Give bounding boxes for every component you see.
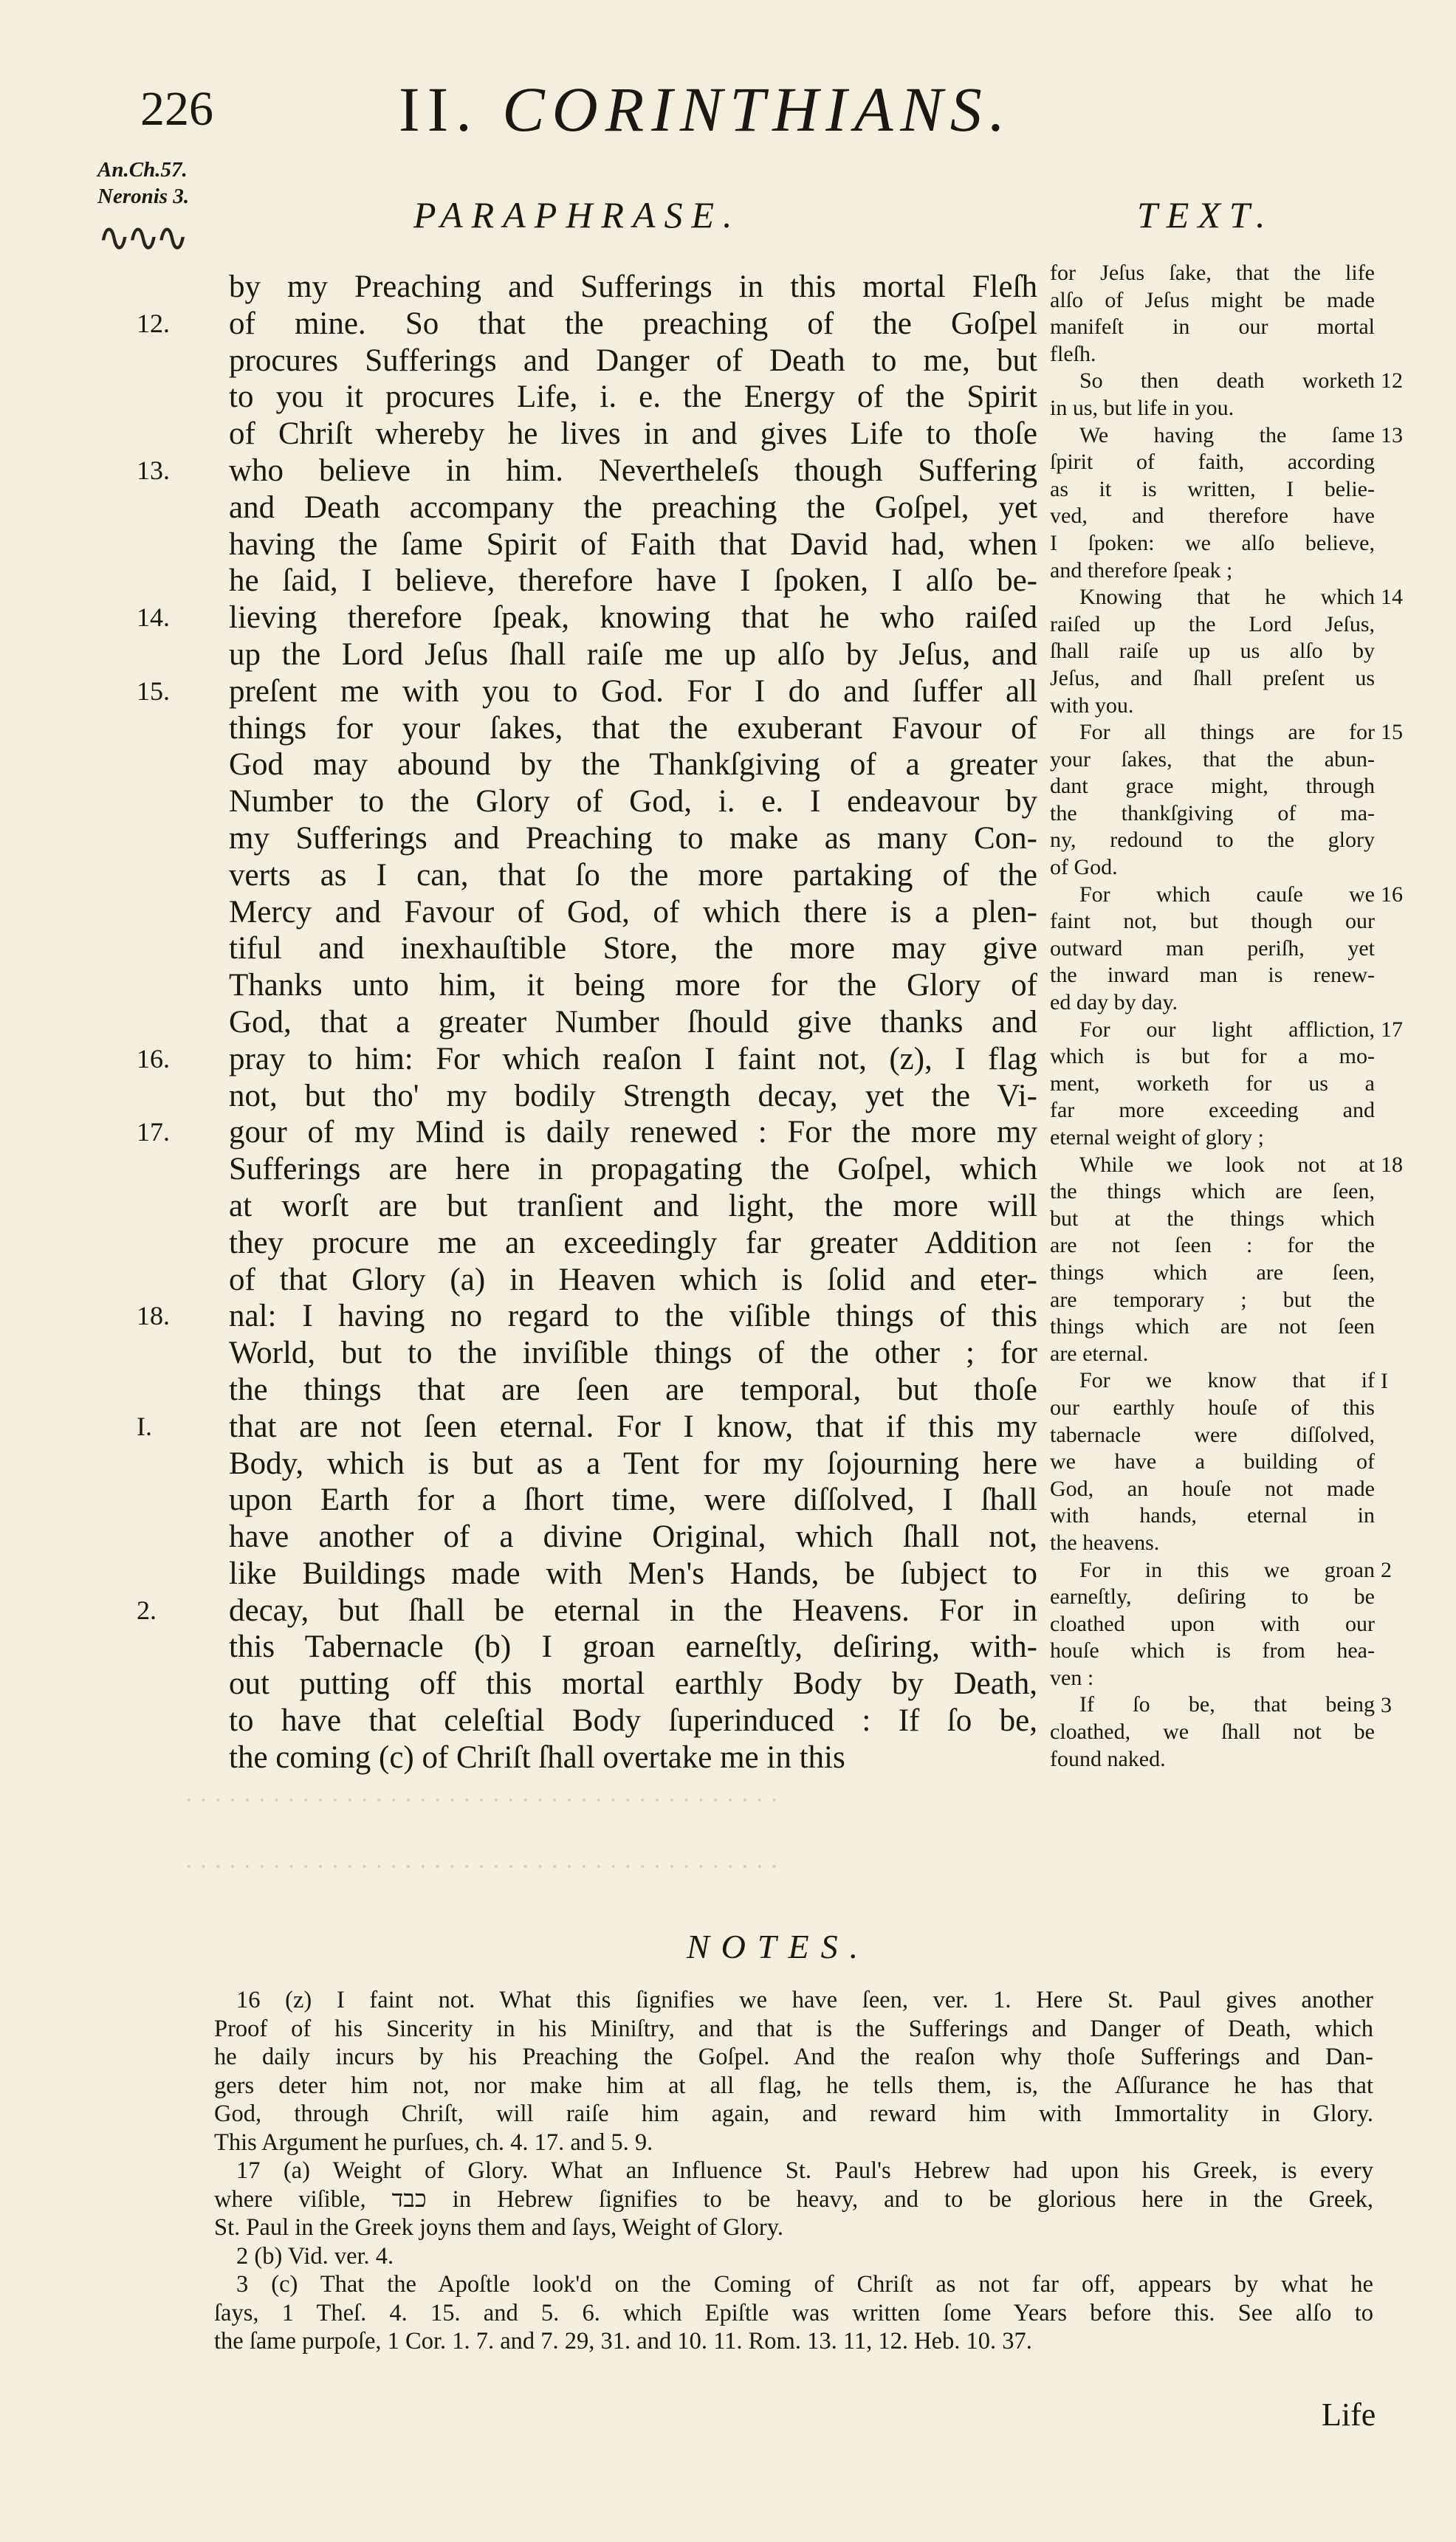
text-line: the heavens. (1050, 1530, 1160, 1555)
text-line: For in this we groan (1079, 1557, 1375, 1582)
paraphrase-line: Number to the Glory of God, i. e. I endeavour by (229, 784, 1037, 820)
text-line: but at the things which (1050, 1206, 1375, 1231)
text-line: manifeſt in our mortal (1050, 315, 1375, 340)
text-verse-number: 2 (1381, 1557, 1392, 1582)
text-verse-number: 18 (1381, 1152, 1403, 1177)
ornament-icon: ∿∿∿ (97, 216, 185, 260)
text-line: things which are not ſeen (1050, 1314, 1375, 1339)
paraphrase-line: Thanks unto him, it being more for the Glory of (229, 968, 1037, 1003)
text-line: ſpirit of faith, according (1050, 450, 1375, 475)
text-line: cloathed, we ſhall not be (1050, 1720, 1375, 1745)
text-line: cloathed upon with our (1050, 1611, 1375, 1636)
text-line: are temporary ; but the (1050, 1287, 1375, 1312)
paraphrase-line: of mine. So that the preaching of the Goſpel (229, 306, 1037, 341)
paraphrase-line: have another of a divine Original, which ſhall not, (229, 1519, 1037, 1555)
text-line: ved, and therefore have (1050, 504, 1375, 529)
text-line: So then death worketh (1079, 368, 1375, 394)
margin-verse-number: 2. (137, 1595, 157, 1625)
text-line: For our light affliction, (1079, 1017, 1375, 1042)
text-line: are eternal. (1050, 1341, 1149, 1366)
text-line: the inward man is renew- (1050, 963, 1375, 988)
text-line: your ſakes, that the abun- (1050, 746, 1375, 772)
paraphrase-line: lieving therefore ſpeak, knowing that he who raiſed (229, 600, 1037, 636)
text-line: fleſh. (1050, 341, 1096, 366)
text-line: We having the ſame (1079, 422, 1375, 447)
text-line: earneſtly, deſiring to be (1050, 1584, 1375, 1610)
paraphrase-line: out putting off this mortal earthly Body by Death, (229, 1666, 1037, 1702)
paraphrase-line: decay, but ſhall be eternal in the Heavens. For in (229, 1593, 1037, 1628)
paraphrase-line: that are not ſeen eternal. For I know, that if this my (229, 1409, 1037, 1444)
text-line: found naked. (1050, 1746, 1166, 1771)
text-line: Knowing that he which (1079, 585, 1375, 610)
page-number: 226 (140, 82, 213, 136)
paraphrase-line: God may abound by the Thankſgiving of a greater (229, 747, 1037, 783)
text-line: God, an houſe not made (1050, 1476, 1375, 1501)
margin-verse-number: 17. (137, 1117, 170, 1147)
text-line: ny, redound to the glory (1050, 828, 1375, 853)
text-line: For all things are for (1079, 720, 1375, 745)
paraphrase-line: up the Lord Jeſus ſhall raiſe me up alſo by Jeſus, and (229, 636, 1037, 672)
note-line: God, through Chriſt, will raiſe him again, and reward him with Immortality in Glory. (214, 2100, 1373, 2127)
paraphrase-line: at worſt are but tranſient and light, the more will (229, 1188, 1037, 1223)
paraphrase-line: like Buildings made with Men's Hands, be ſubject to (229, 1556, 1037, 1591)
paraphrase-line: not, but tho' my bodily Strength decay, yet the Vi- (229, 1078, 1037, 1113)
paraphrase-line: the coming (c) of Chriſt ſhall overtake me in this (229, 1739, 845, 1775)
paraphrase-line: World, but to the inviſible things of the other ; for (229, 1336, 1037, 1371)
text-verse-number: 17 (1381, 1017, 1403, 1042)
note-line: 16 (z) I faint not. What this ſignifies we have ſeen, ver. 1. Here St. Paul gives another (236, 1987, 1373, 2013)
text-line: ſhall raiſe up us alſo by (1050, 639, 1375, 664)
text-verse-number: 15 (1381, 720, 1403, 745)
text-line: the thankſgiving of ma- (1050, 800, 1375, 825)
text-line: as it is written, I belie- (1050, 476, 1375, 501)
paraphrase-line: he ſaid, I believe, therefore have I ſpoken, I alſo be- (229, 563, 1037, 599)
paraphrase-line: tiful and inexhauſtible Store, the more may give (229, 931, 1037, 966)
text-line: While we look not at (1079, 1152, 1375, 1177)
paraphrase-line: of that Glory (a) in Heaven which is ſolid and eter- (229, 1262, 1037, 1297)
running-title-prefix: II. (399, 74, 479, 145)
margin-verse-number: 12. (137, 308, 170, 338)
note-line: ſays, 1 Theſ. 4. 15. and 5. 6. which Epiſtle was written ſome Years before this. See alſo to (214, 2299, 1373, 2326)
paraphrase-line: to you it procures Life, i. e. the Energy of the Spirit (229, 379, 1037, 415)
paraphrase-line: and Death accompany the preaching the Goſpel, yet (229, 489, 1037, 525)
show-through-text: · · · · · · · · · · · · · · · · · · · · · · · · · · · · · · · · · · · · · · · · · (185, 1853, 779, 1880)
margin-verse-number: 18. (137, 1301, 170, 1331)
text-verse-number: 12 (1381, 368, 1403, 394)
margin-verse-number: 16. (137, 1043, 170, 1074)
margin-verse-number: 15. (137, 676, 170, 706)
paraphrase-line: Sufferings are here in propagating the Goſpel, which (229, 1152, 1037, 1187)
paraphrase-line: preſent me with you to God. For I do and ſuffer all (229, 673, 1037, 709)
text-line: ed day by day. (1050, 990, 1178, 1015)
note-line: where viſible, כבד in Hebrew ſignifies to be heavy, and to be glorious here in the Greek, (214, 2185, 1374, 2213)
text-verse-number: 3 (1381, 1692, 1392, 1717)
text-line: dant grace might, through (1050, 774, 1375, 799)
paraphrase-line: God, that a greater Number ſhould give thanks and (229, 1004, 1037, 1040)
text-line: are not ſeen : for the (1050, 1233, 1375, 1258)
text-line: of God. (1050, 855, 1118, 880)
text-line: eternal weight of glory ; (1050, 1125, 1264, 1150)
text-line: far more exceeding and (1050, 1098, 1375, 1123)
text-line: For which cauſe we (1079, 882, 1375, 907)
note-line: St. Paul in the Greek joyns them and ſays, Weight of Glory. (214, 2214, 783, 2241)
paraphrase-line: procures Sufferings and Danger of Death to me, but (229, 343, 1037, 378)
text-line: faint not, but though our (1050, 909, 1375, 934)
paraphrase-line: my Sufferings and Preaching to make as many Con- (229, 820, 1037, 856)
note-line: he daily incurs by his Preaching the Goſpel. And the reaſon why thoſe Sufferings and Dan- (214, 2044, 1373, 2070)
text-verse-number: I (1381, 1368, 1388, 1393)
note-line: 2 (b) Vid. ver. 4. (236, 2242, 394, 2270)
paraphrase-line: pray to him: For which reaſon I faint not, (z), I flag (229, 1041, 1037, 1076)
paraphrase-line: by my Preaching and Sufferings in this mortal Fleſh (229, 269, 1037, 304)
text-verse-number: 16 (1381, 882, 1403, 907)
text-line: with hands, eternal in (1050, 1503, 1375, 1528)
notes-heading: NOTES. (687, 1928, 870, 1965)
note-line: Proof of his Sincerity in his Miniſtry, and that is the Sufferings and Danger of Death, which (214, 2015, 1373, 2042)
text-line: For we know that if (1079, 1368, 1375, 1393)
paraphrase-line: they procure me an exceedingly far greater Addition (229, 1225, 1037, 1260)
paraphrase-line: nal: I having no regard to the viſible things of this (229, 1299, 1037, 1334)
text-line: alſo of Jeſus might be made (1050, 287, 1375, 312)
paraphrase-column (229, 269, 1037, 1776)
paraphrase-line: Body, which is but as a Tent for my ſojourning here (229, 1446, 1037, 1481)
text-line: the things which are ſeen, (1050, 1179, 1375, 1204)
paraphrase-line: verts as I can, that ſo the more partaking of the (229, 857, 1037, 893)
running-title (399, 72, 1012, 146)
chronology-line: Neronis 3. (97, 185, 190, 208)
margin-verse-number: I. (137, 1411, 152, 1441)
text-line: with you. (1050, 693, 1134, 718)
note-line: the ſame purpoſe, 1 Cor. 1. 7. and 7. 29, 31. and 10. 11. Rom. 13. 11, 12. Heb. 10. 37. (214, 2328, 1032, 2354)
text-line: ment, worketh for us a (1050, 1071, 1375, 1096)
text-line: and therefore ſpeak ; (1050, 557, 1233, 583)
chronology-line: An.Ch.57. (97, 158, 188, 182)
text-line: Jeſus, and ſhall preſent us (1050, 665, 1375, 690)
text-line: we have a building of (1050, 1449, 1375, 1474)
text-line: raiſed up the Lord Jeſus, (1050, 611, 1375, 636)
chronology-note (97, 157, 189, 210)
notes-section (214, 1986, 1373, 2356)
note-line: This Argument he purſues, ch. 4. 17. and 5. 9. (214, 2129, 653, 2156)
margin-verse-number: 14. (137, 602, 170, 633)
paraphrase-line: to have that celeſtial Body ſuperinduced : If ſo be, (229, 1703, 1037, 1739)
paraphrase-line: gour of my Mind is daily renewed : For the more my (229, 1115, 1037, 1150)
paraphrase-heading: PARAPHRASE. (413, 194, 741, 236)
text-verse-number: 14 (1381, 585, 1403, 610)
text-line: If ſo be, that being (1079, 1692, 1375, 1717)
note-line: 17 (a) Weight of Glory. What an Influence St. Paul's Hebrew had upon his Greek, is every (236, 2157, 1373, 2184)
paraphrase-line: upon Earth for a ſhort time, were diſſolved, I ſhall (229, 1483, 1037, 1518)
text-heading: TEXT. (1137, 194, 1274, 236)
paraphrase-line: of Chriſt whereby he lives in and gives Life to thoſe (229, 416, 1037, 452)
paraphrase-line: the things that are ſeen are temporal, but thoſe (229, 1372, 1037, 1407)
paraphrase-line: things for your ſakes, that the exuberant Favour of (229, 710, 1037, 746)
note-line: 3 (c) That the Apoſtle look'd on the Coming of Chriſt as not far off, appears by what he (236, 2271, 1373, 2298)
text-line: things which are ſeen, (1050, 1260, 1375, 1285)
paraphrase-line: Mercy and Favour of God, of which there is a plen- (229, 894, 1037, 930)
paraphrase-line: having the ſame Spirit of Faith that David had, when (229, 526, 1037, 562)
text-column (1050, 260, 1375, 1773)
paraphrase-line: this Tabernacle (b) I groan earneſtly, deſiring, with- (229, 1629, 1037, 1665)
note-line: gers deter him not, nor make him at all flag, he tells them, is, the Aſſurance he has that (214, 2072, 1373, 2099)
paraphrase-line: who believe in him. Nevertheleſs though Suffering (229, 453, 1037, 488)
text-line: ven : (1050, 1665, 1094, 1690)
text-line: our earthly houſe of this (1050, 1395, 1375, 1420)
text-line: houſe which is from hea- (1050, 1638, 1375, 1663)
show-through-text: · · · · · · · · · · · · · · · · · · · · · · · · · · · · · · · · · · · · · · · · · (185, 1787, 779, 1814)
text-line: I ſpoken: we alſo believe, (1050, 530, 1375, 555)
text-line: which is but for a mo- (1050, 1044, 1375, 1069)
text-line: in us, but life in you. (1050, 395, 1234, 420)
running-title-book: CORINTHIANS. (502, 74, 1013, 145)
text-line: tabernacle were diſſolved, (1050, 1422, 1375, 1447)
catchword: Life (1322, 2397, 1376, 2433)
text-line: outward man periſh, yet (1050, 935, 1375, 961)
margin-verse-number: 13. (137, 456, 170, 485)
text-verse-number: 13 (1381, 422, 1403, 447)
text-line: for Jeſus ſake, that the life (1050, 261, 1375, 285)
